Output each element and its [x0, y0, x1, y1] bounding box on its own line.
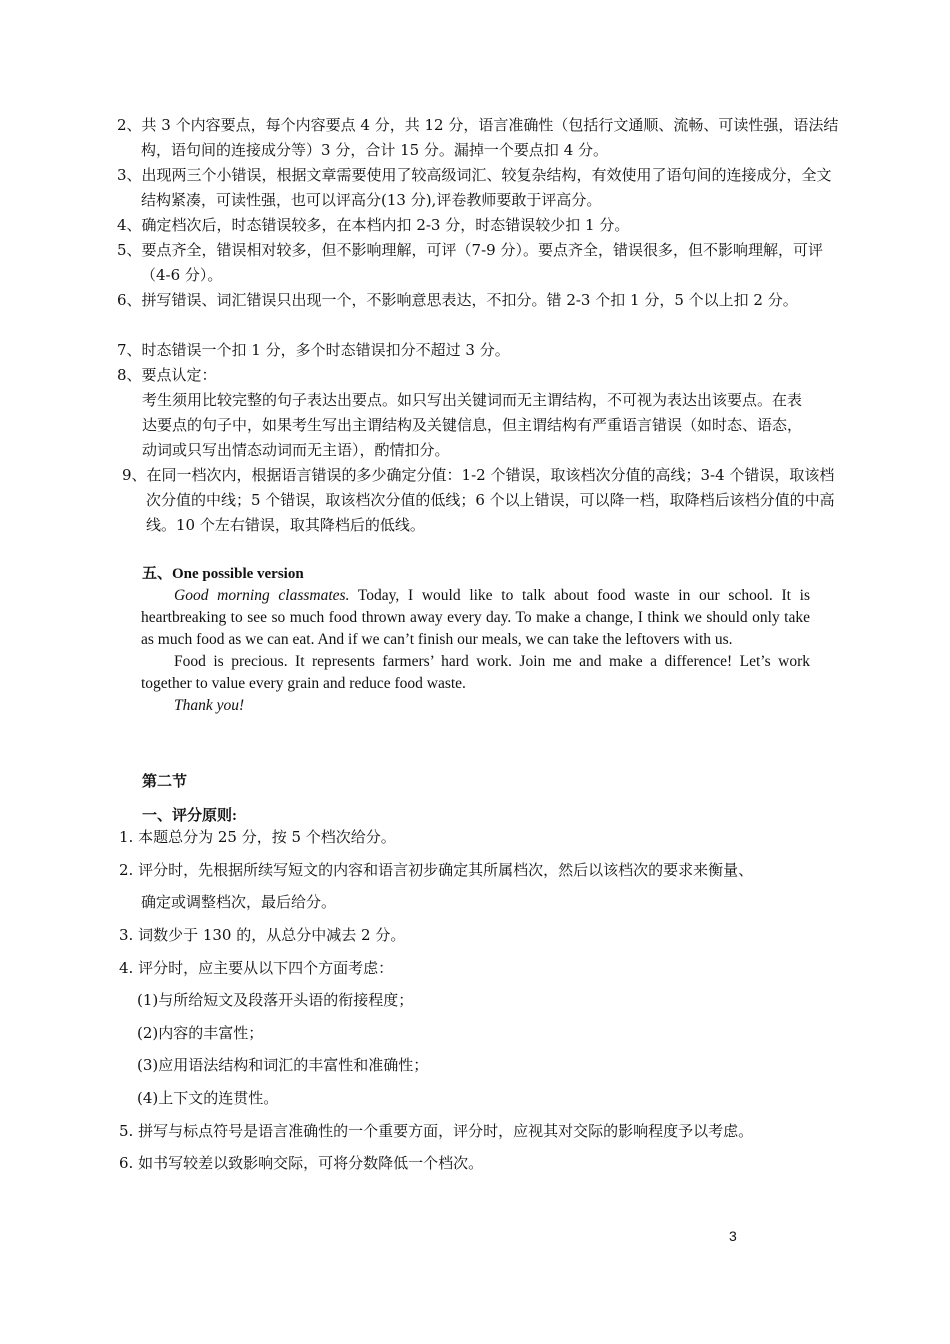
- principle-1: 1. 本题总分为 25 分，按 5 个档次给分。: [119, 828, 396, 846]
- principle-4: 4. 评分时，应主要从以下四个方面考虑：: [119, 959, 394, 977]
- version-heading: 五、One possible version: [142, 566, 304, 582]
- rule-item-9: 9、在同一档次内，根据语言错误的多少确定分值：1-2 个错误，取该档次分值的高线；3-4 个错误，取该档次分值的中线；5 个错误，取该档次分值的低线；6 个以上错误，可以降一档，取降档后该档分值的中高线。10 个左右错误，取其降档后的低线。: [122, 466, 835, 534]
- section-2-heading: 第二节: [142, 774, 188, 790]
- rule-item-5: 5、要点齐全，错误相对较多，但不影响理解，可评（7-9 分）。要点齐全，错误很多，但不影响理解，可评（4-6 分）。: [117, 241, 823, 284]
- page-number: 3: [729, 1228, 737, 1244]
- principle-3: 3. 词数少于 130 的，从总分中减去 2 分。: [119, 926, 406, 944]
- principle-4-sub-1: (1)与所给短文及段落开头语的衔接程度；: [137, 991, 414, 1009]
- principle-4-sub-4: (4)上下文的连贯性。: [137, 1089, 279, 1107]
- rule-item-8-body: 考生须用比较完整的句子表达出要点。如只写出关键词而无主谓结构，不可视为表达出该要点。在表达要点的句子中，如果考生写出主谓结构及关键信息，但主谓结构有严重语言错误（如时态、语态，动词或只写出情态动词而无主语），酌情扣分。: [142, 391, 803, 459]
- rule-item-6: 6、拼写错误、词汇错误只出现一个，不影响意思表达，不扣分。错 2-3 个扣 1 分，5 个以上扣 2 分。: [117, 291, 798, 309]
- principle-5: 5. 拼写与标点符号是语言准确性的一个重要方面，评分时，应视其对交际的影响程度予以考虑。: [119, 1122, 754, 1140]
- essay-paragraph-1-text: Today, I would like to talk about food waste in our school. It is heartbreaking to see so much food thrown away every day. To make a change, I think we should only take as much food as we can eat. And if we can’t finish our meals, we can take the leftovers with us.: [141, 587, 810, 648]
- principles-heading: 一、评分原则:: [142, 808, 237, 824]
- essay-closing-text: Thank you!: [174, 697, 245, 714]
- essay-paragraph-1: [141, 585, 810, 651]
- principle-6: 6. 如书写较差以致影响交际，可将分数降低一个档次。: [119, 1154, 484, 1172]
- essay-closing: [141, 695, 810, 717]
- principle-4-sub-2: (2)内容的丰富性；: [137, 1024, 264, 1042]
- rule-item-8-title: 8、要点认定：: [117, 366, 217, 384]
- principle-2-continued: 确定或调整档次，最后给分。: [141, 893, 337, 911]
- sample-essay: [141, 585, 810, 717]
- rule-item-7: 7、时态错误一个扣 1 分，多个时态错误扣分不超过 3 分。: [117, 341, 510, 359]
- rule-item-4: 4、确定档次后，时态错误较多，在本档内扣 2-3 分，时态错误较少扣 1 分。: [117, 216, 630, 234]
- principle-4-sub-3: (3)应用语法结构和词汇的丰富性和准确性；: [137, 1056, 429, 1074]
- rule-item-3: 3、出现两三个小错误，根据文章需要使用了较高级词汇、较复杂结构，有效使用了语句间的连接成分，全文结构紧凑，可读性强，也可以评高分(13 分),评卷教师要敢于评高分。: [117, 166, 832, 209]
- essay-greeting: Good morning classmates.: [174, 587, 350, 604]
- principle-2: 2. 评分时，先根据所续写短文的内容和语言初步确定其所属档次，然后以该档次的要求来衡量、: [119, 861, 754, 879]
- rule-item-2: 2、共 3 个内容要点，每个内容要点 4 分，共 12 分，语言准确性（包括行文通顺、流畅、可读性强，语法结构，语句间的连接成分等）3 分，合计 15 分。漏掉一个要点扣 4 分。: [117, 116, 839, 159]
- essay-paragraph-2: Food is precious. It represents farmers’ hard work. Join me and make a difference! Let’s work together to value every grain and reduce food waste.: [141, 653, 810, 692]
